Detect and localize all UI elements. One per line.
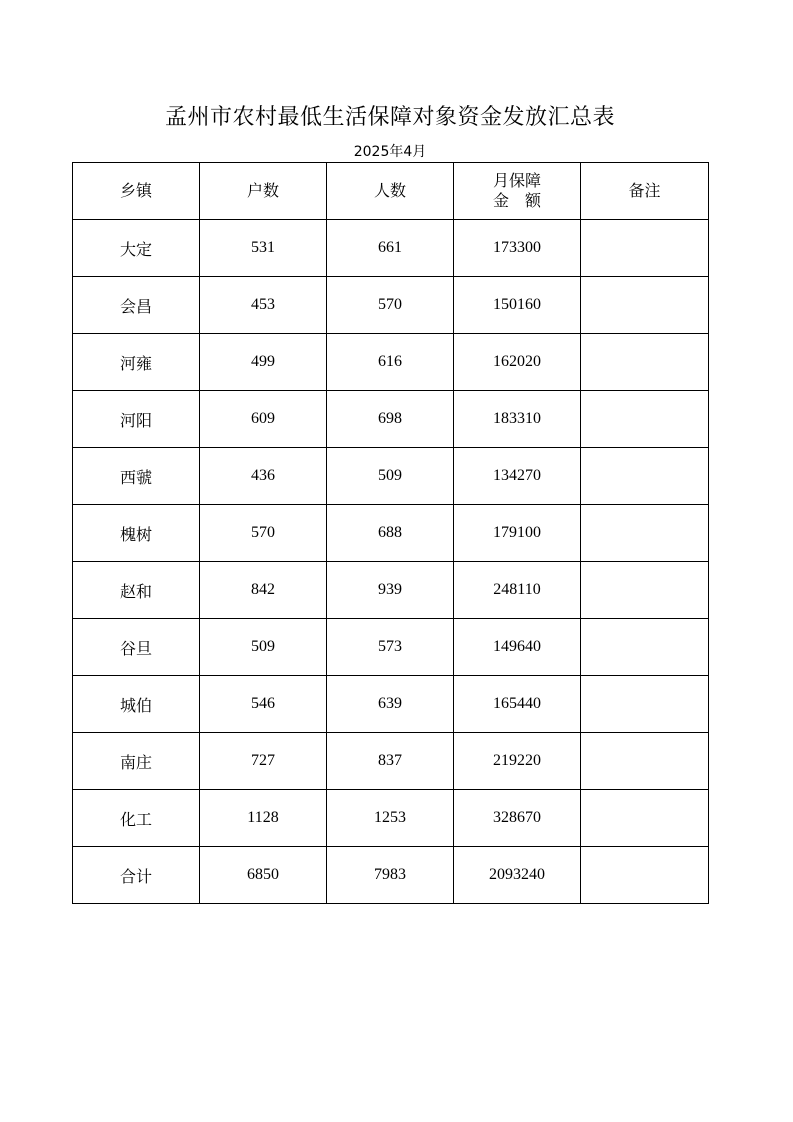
table-row <box>73 448 709 505</box>
cell-remarks <box>581 619 709 676</box>
table-row <box>73 619 709 676</box>
cell-remarks <box>581 220 709 277</box>
cell-town: 化工 <box>73 790 200 847</box>
cell-remarks <box>581 334 709 391</box>
cell-people: 661 <box>327 220 454 277</box>
cell-amount: 173300 <box>454 220 581 277</box>
cell-remarks <box>581 562 709 619</box>
cell-remarks <box>581 391 709 448</box>
cell-amount: 248110 <box>454 562 581 619</box>
cell-people: 939 <box>327 562 454 619</box>
cell-households: 531 <box>200 220 327 277</box>
cell-households: 842 <box>200 562 327 619</box>
table-row <box>73 562 709 619</box>
cell-amount: 162020 <box>454 334 581 391</box>
cell-town: 河阳 <box>73 391 200 448</box>
summary-table <box>72 162 709 904</box>
cell-town: 会昌 <box>73 277 200 334</box>
cell-people: 7983 <box>327 847 454 904</box>
cell-households: 546 <box>200 676 327 733</box>
cell-households: 499 <box>200 334 327 391</box>
cell-people: 509 <box>327 448 454 505</box>
header-town: 乡镇 <box>73 163 200 220</box>
cell-town: 南庄 <box>73 733 200 790</box>
cell-remarks <box>581 505 709 562</box>
table-header-row <box>73 163 709 220</box>
table-row <box>73 334 709 391</box>
table-body <box>73 220 709 904</box>
cell-people: 1253 <box>327 790 454 847</box>
header-households: 户数 <box>200 163 327 220</box>
table-row <box>73 733 709 790</box>
cell-town: 赵和 <box>73 562 200 619</box>
cell-households: 436 <box>200 448 327 505</box>
table-row <box>73 676 709 733</box>
cell-town: 河雍 <box>73 334 200 391</box>
table-total-row <box>73 847 709 904</box>
cell-households: 453 <box>200 277 327 334</box>
cell-amount: 134270 <box>454 448 581 505</box>
cell-households: 727 <box>200 733 327 790</box>
cell-town: 城伯 <box>73 676 200 733</box>
header-amount <box>454 163 581 220</box>
table-row <box>73 277 709 334</box>
cell-amount: 183310 <box>454 391 581 448</box>
cell-households: 509 <box>200 619 327 676</box>
cell-remarks <box>581 676 709 733</box>
cell-people: 573 <box>327 619 454 676</box>
cell-households: 570 <box>200 505 327 562</box>
cell-town: 合计 <box>73 847 200 904</box>
header-amount-line1: 月保障 <box>492 171 541 190</box>
cell-town: 大定 <box>73 220 200 277</box>
cell-amount: 165440 <box>454 676 581 733</box>
cell-town: 槐树 <box>73 505 200 562</box>
header-amount-line2: 金 额 <box>492 191 541 210</box>
header-people: 人数 <box>327 163 454 220</box>
cell-people: 616 <box>327 334 454 391</box>
cell-remarks <box>581 733 709 790</box>
cell-people: 688 <box>327 505 454 562</box>
document-subtitle: 2025年4月 <box>353 144 427 160</box>
cell-amount: 149640 <box>454 619 581 676</box>
table-row <box>73 505 709 562</box>
table-row <box>73 391 709 448</box>
cell-amount: 150160 <box>454 277 581 334</box>
cell-amount: 179100 <box>454 505 581 562</box>
cell-remarks <box>581 847 709 904</box>
document-title: 孟州市农村最低生活保障对象资金发放汇总表 <box>164 105 615 130</box>
cell-town: 西虢 <box>73 448 200 505</box>
cell-amount: 328670 <box>454 790 581 847</box>
cell-amount: 2093240 <box>454 847 581 904</box>
table-row <box>73 220 709 277</box>
cell-remarks <box>581 790 709 847</box>
cell-amount: 219220 <box>454 733 581 790</box>
cell-people: 639 <box>327 676 454 733</box>
cell-households: 609 <box>200 391 327 448</box>
cell-town: 谷旦 <box>73 619 200 676</box>
cell-people: 837 <box>327 733 454 790</box>
cell-remarks <box>581 448 709 505</box>
cell-people: 698 <box>327 391 454 448</box>
header-remarks: 备注 <box>581 163 709 220</box>
cell-people: 570 <box>327 277 454 334</box>
table-row <box>73 790 709 847</box>
cell-households: 6850 <box>200 847 327 904</box>
cell-households: 1128 <box>200 790 327 847</box>
cell-remarks <box>581 277 709 334</box>
